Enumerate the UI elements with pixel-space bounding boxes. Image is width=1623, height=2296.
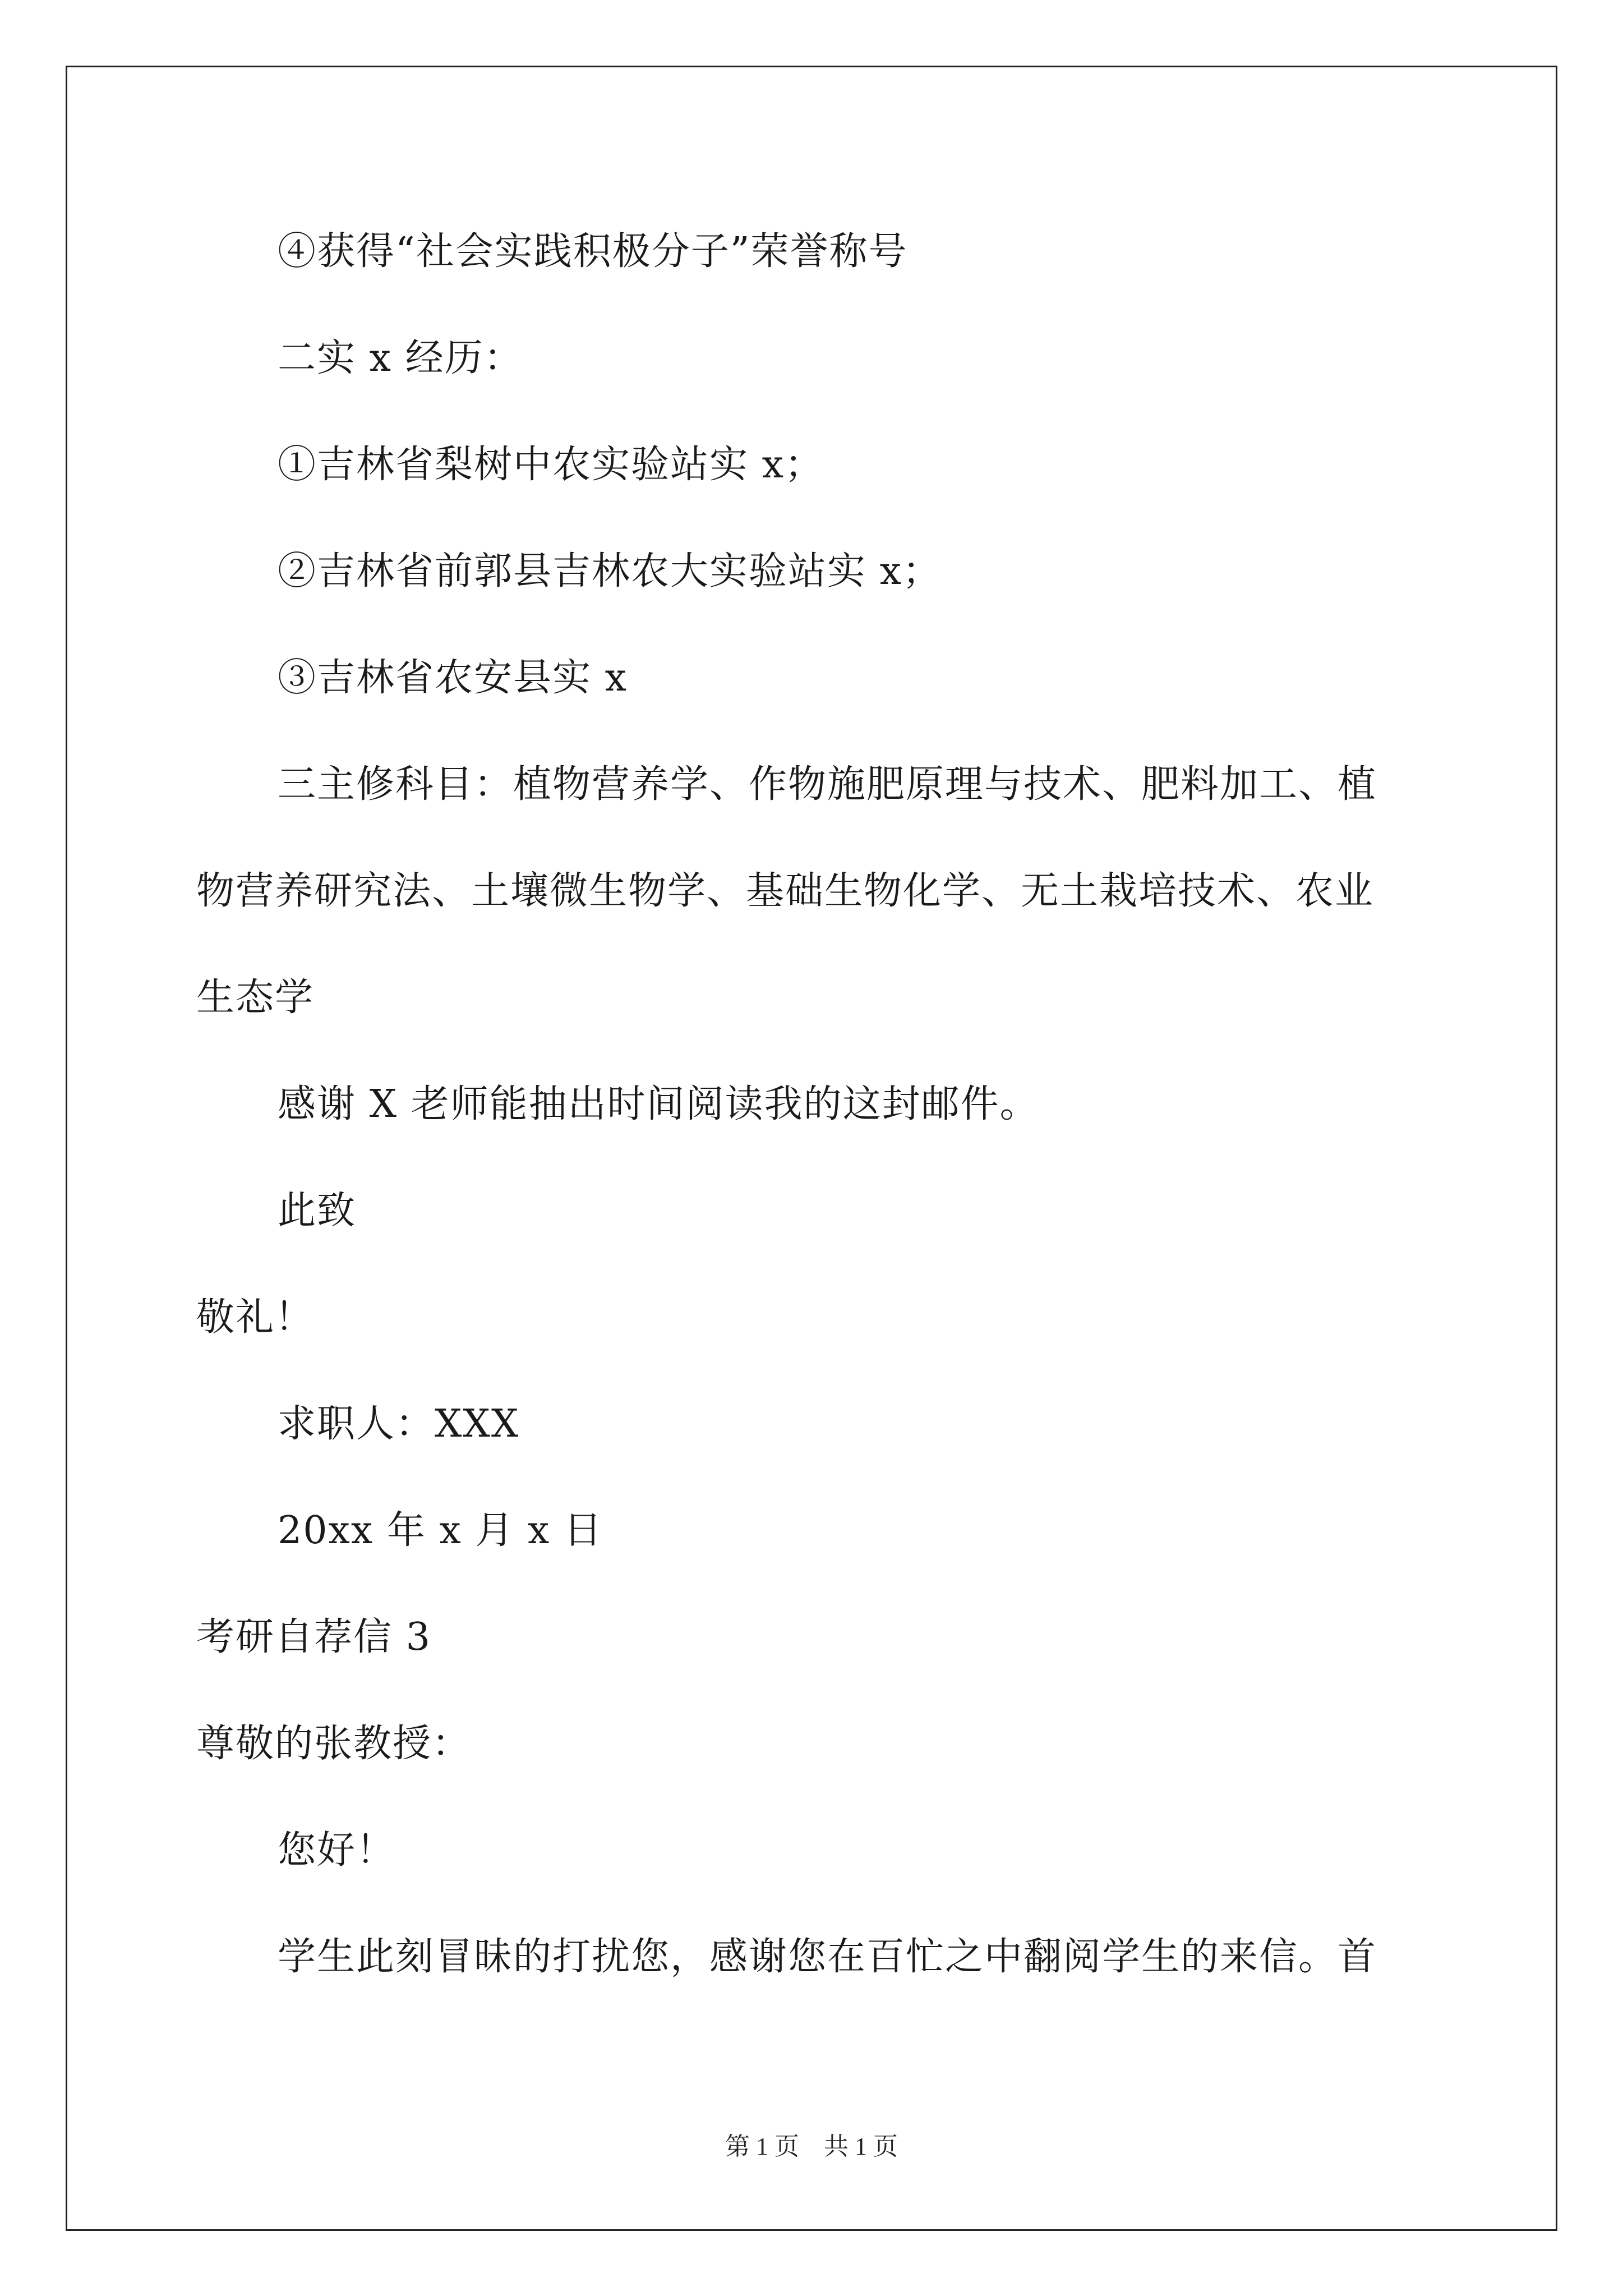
award-line: ④获得“社会实践积极分子”荣誉称号 <box>278 229 908 274</box>
experience-item-1: ①吉林省梨树中农实验站实 x； <box>278 443 824 487</box>
closing-cizhi: 此致 <box>278 1189 357 1233</box>
thanks-line: 感谢 X 老师能抽出时间阅读我的这封邮件。 <box>278 1082 1039 1126</box>
closing-jingli: 敬礼！ <box>196 1295 315 1340</box>
letter-date: 20xx 年 x 月 x 日 <box>278 1508 603 1553</box>
experience-item-3: ③吉林省农安县实 x <box>278 656 628 700</box>
courses-line-3: 生态学 <box>196 976 315 1020</box>
letter-title-3: 考研自荐信 3 <box>196 1615 431 1659</box>
applicant-signature: 求职人：XXX <box>278 1402 520 1446</box>
courses-line-1: 三主修科目：植物营养学、作物施肥原理与技术、肥料加工、植 <box>278 762 1377 807</box>
page-footer: 第 1 页 共 1 页 <box>725 2133 898 2160</box>
page-border <box>66 66 1557 2231</box>
greeting: 您好！ <box>278 1828 396 1872</box>
experience-item-2: ②吉林省前郭县吉林农大实验站实 x； <box>278 549 942 593</box>
courses-line-2: 物营养研究法、土壤微生物学、基础生物化学、无土栽培技术、农业 <box>196 869 1375 913</box>
section-heading-experience: 二实 x 经历： <box>278 336 523 380</box>
salutation: 尊敬的张教授： <box>196 1722 472 1766</box>
body-paragraph-start: 学生此刻冒昧的打扰您，感谢您在百忙之中翻阅学生的来信。首 <box>278 1935 1377 1979</box>
